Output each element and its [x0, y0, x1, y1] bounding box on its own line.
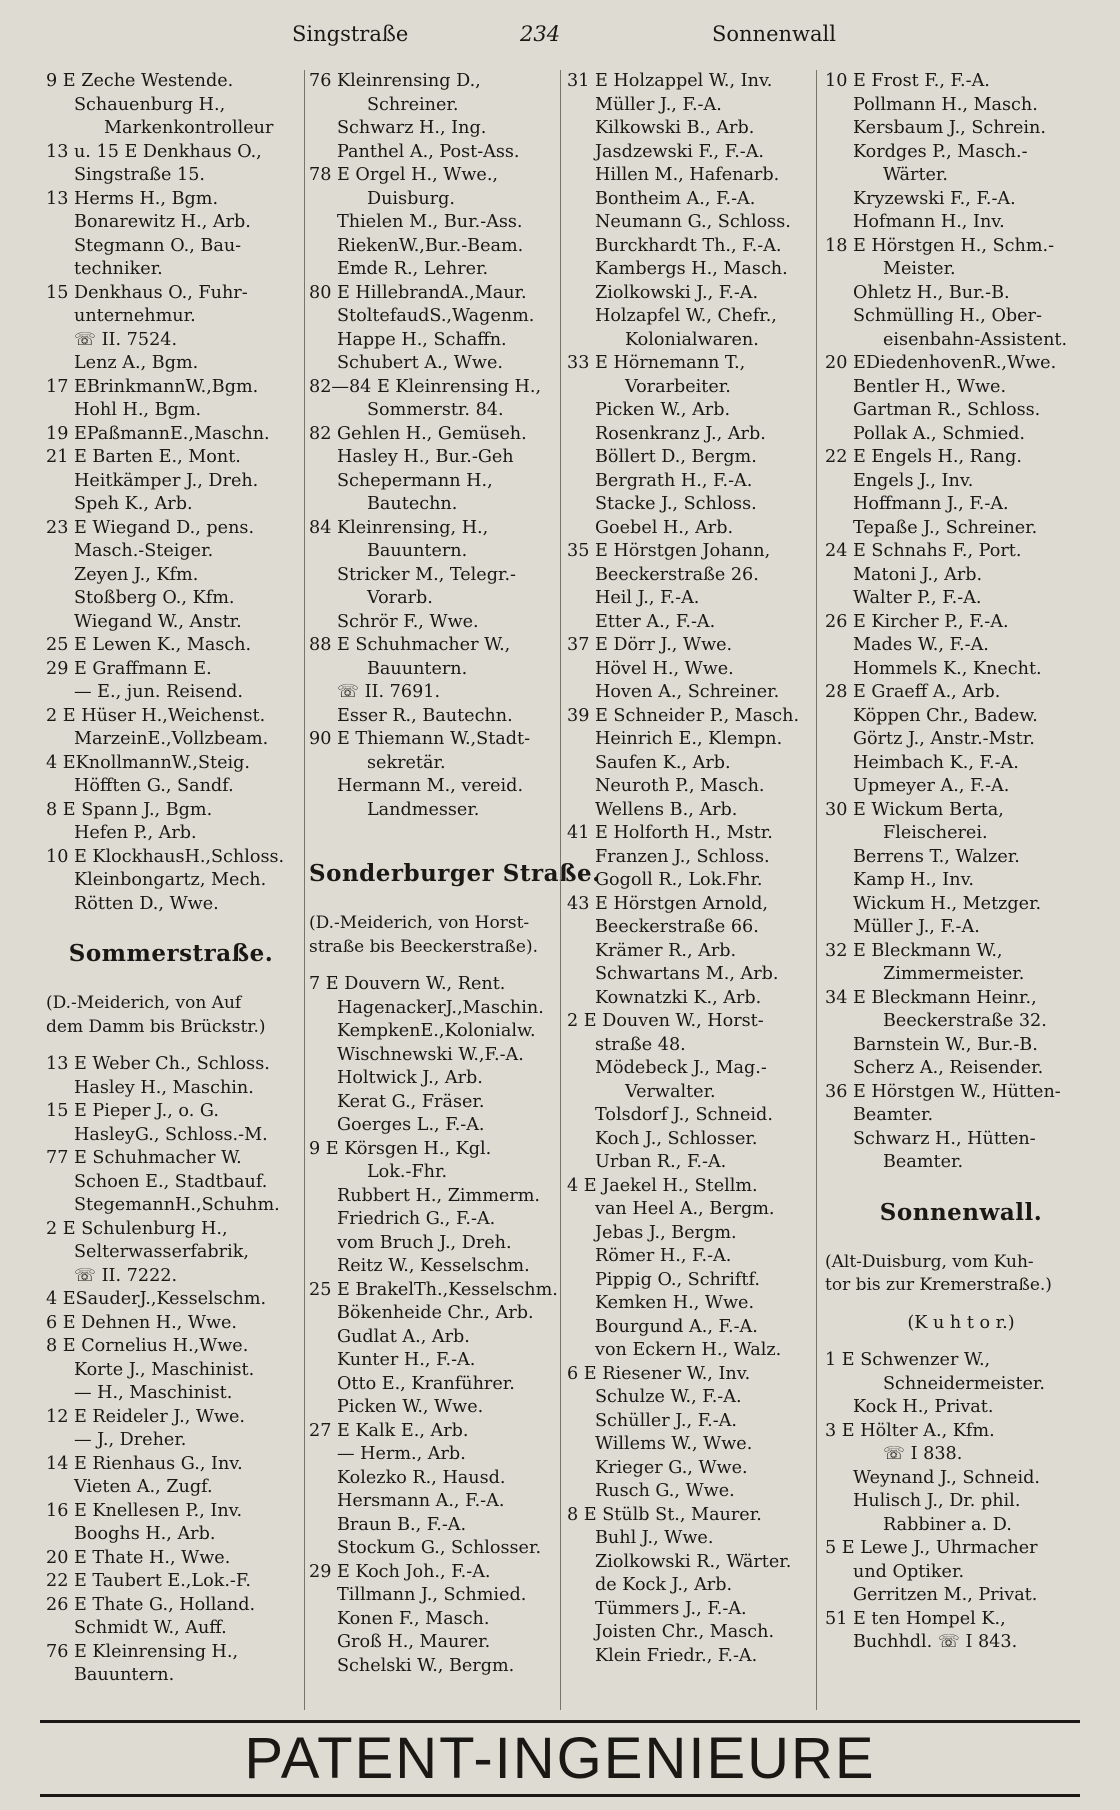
- directory-entry: Gogoll R., Lok.Fhr.: [595, 870, 763, 890]
- directory-entry: Saufen K., Arb.: [595, 752, 731, 773]
- directory-entry: Stacke J., Schloss.: [595, 494, 757, 514]
- directory-entry: 76 E Kleinrensing H.,: [46, 1641, 239, 1662]
- directory-entry: Mödebeck J., Mag.-: [595, 1058, 767, 1078]
- spacer: [825, 1335, 1097, 1349]
- directory-entry: Berrens T., Walzer.: [853, 846, 1020, 867]
- directory-entry: ☏ II. 7524.: [74, 329, 178, 350]
- directory-entry: HagenackerJ.,Maschin.: [337, 997, 544, 1018]
- directory-entry: 22 E Engels H., Rang.: [825, 447, 1022, 467]
- directory-entry: Köppen Chr., Badew.: [853, 705, 1038, 726]
- directory-entry: Stegmann O., Bau-: [74, 235, 242, 256]
- directory-entry: Tillmann J., Schmied.: [337, 1585, 527, 1605]
- directory-entry: Schwartans M., Arb.: [595, 964, 779, 984]
- directory-entry: Rubbert H., Zimmerm.: [337, 1185, 541, 1206]
- directory-entry: 4 E Jaekel H., Stellm.: [567, 1175, 758, 1196]
- directory-entry: Schrör F., Wwe.: [337, 611, 479, 632]
- directory-entry: Scherz A., Reisender.: [853, 1058, 1044, 1078]
- directory-entry: techniker.: [74, 259, 163, 279]
- directory-entry: 2 E Douven W., Horst-: [567, 1011, 764, 1031]
- directory-entry: Bauuntern.: [367, 658, 468, 679]
- directory-entry: Holzapfel W., Chefr.,: [595, 306, 777, 326]
- directory-entry: Lok.-Fhr.: [367, 1162, 448, 1182]
- directory-entry: Happe H., Schaffn.: [337, 329, 507, 350]
- directory-entry: Kilkowski B., Arb.: [595, 118, 755, 138]
- directory-entry: Kleinbongartz, Mech.: [74, 870, 267, 890]
- directory-entry: von Eckern H., Walz.: [595, 1340, 782, 1360]
- street-note: (D.-Meiderich, von Horst-: [309, 913, 530, 933]
- directory-entry: Buchhdl. ☏ I 843.: [853, 1632, 1018, 1652]
- directory-entry: Verwalter.: [625, 1081, 716, 1102]
- directory-entry: Gartman R., Schloss.: [853, 400, 1041, 420]
- directory-entry: Schwarz H., Ing.: [337, 118, 487, 138]
- directory-entry: sekretär.: [367, 752, 446, 773]
- directory-entry: Neuroth P., Masch.: [595, 776, 765, 796]
- directory-entry: Kolonialwaren.: [625, 329, 759, 350]
- directory-entry: 26 E Thate G., Holland.: [46, 1594, 256, 1615]
- directory-entry: 24 E Schnahs F., Port.: [825, 541, 1022, 561]
- directory-entry: Hoffmann J., F.-A.: [853, 494, 1009, 514]
- street-heading: Sonderburger Straße.: [309, 860, 601, 887]
- spacer: [46, 916, 296, 930]
- directory-entry: 37 E Dörr J., Wwe.: [567, 635, 733, 655]
- directory-entry: Hefen P., Arb.: [74, 823, 197, 843]
- directory-entry: 17 EBrinkmannW.,Bgm.: [46, 376, 259, 397]
- directory-entry: 51 E ten Hompel K.,: [825, 1608, 1006, 1629]
- directory-entry: 18 E Hörstgen H., Schm.-: [825, 235, 1055, 256]
- directory-entry: ☏ II. 7222.: [74, 1265, 178, 1286]
- directory-entry: Panthel A., Post-Ass.: [337, 141, 520, 162]
- directory-entry: 16 E Knellesen P., Inv.: [46, 1500, 243, 1521]
- directory-entry: Römer H., F.-A.: [595, 1246, 732, 1266]
- directory-entry: 77 E Schuhmacher W.: [46, 1148, 242, 1168]
- directory-entry: Stricker M., Telegr.-: [337, 564, 516, 585]
- directory-entry: 82—84 E Kleinrensing H.,: [309, 376, 542, 397]
- directory-entry: Jebas J., Bergm.: [595, 1222, 737, 1243]
- directory-entry: Hofmann H., Inv.: [853, 212, 1005, 232]
- street-heading: Sommerstraße.: [68, 940, 274, 967]
- directory-entry: Gerritzen M., Privat.: [853, 1585, 1038, 1605]
- directory-entry: ☏ II. 7691.: [337, 682, 441, 702]
- directory-entry: Matoni J., Arb.: [853, 564, 983, 585]
- directory-entry: 43 E Hörstgen Arnold,: [567, 893, 768, 914]
- directory-entry: 10 E KlockhausH.,Schloss.: [46, 846, 285, 867]
- directory-entry: 80 E HillebrandA.,Maur.: [309, 282, 527, 303]
- spacer: [825, 1237, 1097, 1251]
- directory-entry: Müller J., F.-A.: [595, 94, 722, 115]
- street-heading: Sonnenwall.: [879, 1198, 1043, 1226]
- directory-entry: Neumann G., Schloss.: [595, 212, 791, 232]
- directory-entry: 31 E Holzappel W., Inv.: [567, 71, 773, 91]
- directory-entry: 25 E BrakelTh.,Kesselschm.: [309, 1279, 558, 1300]
- directory-entry: 29 E Graffmann E.: [46, 658, 212, 679]
- directory-entry: StegemannH.,Schuhm.: [74, 1195, 280, 1215]
- directory-entry: Heil J., F.-A.: [595, 588, 700, 608]
- directory-entry: Walter P., F.-A.: [853, 588, 982, 608]
- directory-entry: 29 E Koch Joh., F.-A.: [309, 1561, 491, 1582]
- footer-advert: PATENT-INGENIEURE: [244, 1726, 876, 1791]
- directory-entry: Bergrath H., F.-A.: [595, 470, 753, 491]
- footer-rule-bottom: [40, 1794, 1080, 1797]
- street-note: (D.-Meiderich, von Auf: [46, 993, 242, 1013]
- directory-entry: Mades W., F.-A.: [853, 635, 989, 655]
- directory-entry: Groß H., Maurer.: [337, 1632, 491, 1652]
- directory-entry: Otto E., Kranführer.: [337, 1373, 515, 1394]
- directory-entry: Görtz J., Anstr.-Mstr.: [853, 729, 1035, 749]
- directory-entry: Fleischerei.: [883, 823, 988, 843]
- directory-entry: Hermann M., vereid.: [337, 776, 524, 796]
- spacer: [309, 822, 553, 836]
- directory-entry: 20 E Thate H., Wwe.: [46, 1547, 231, 1568]
- street-note: straße bis Beeckerstraße).: [309, 936, 538, 957]
- directory-entry: Krämer R., Arb.: [595, 940, 737, 961]
- directory-entry: 9 E Körsgen H., Kgl.: [309, 1138, 492, 1159]
- directory-entry: Selterwasserfabrik,: [74, 1242, 249, 1262]
- column-2: [304, 70, 601, 1710]
- spacer: [46, 1039, 296, 1053]
- directory-entry: Müller J., F.-A.: [853, 917, 980, 937]
- directory-entry: 78 E Orgel H., Wwe.,: [309, 165, 499, 185]
- directory-entry: Picken W., Wwe.: [337, 1397, 484, 1417]
- page-header: [0, 22, 1120, 56]
- directory-entry: Schulze W., F.-A.: [595, 1387, 742, 1407]
- directory-entry: Hohl H., Bgm.: [74, 400, 202, 420]
- directory-entry: Ziolkowski J., F.-A.: [595, 282, 759, 303]
- directory-entry: Joisten Chr., Masch.: [595, 1622, 775, 1642]
- directory-entry: Schmidt W., Auff.: [74, 1618, 227, 1638]
- directory-entry: Pippig O., Schriftf.: [595, 1269, 760, 1290]
- directory-entry: Wischnewski W.,F.-A.: [337, 1044, 524, 1065]
- directory-entry: Wickum H., Metzger.: [853, 893, 1042, 914]
- directory-entry: Tolsdorf J., Schneid.: [595, 1105, 773, 1125]
- directory-entry: Hasley H., Maschin.: [74, 1077, 254, 1098]
- header-right-street: Sonnenwall: [712, 22, 836, 46]
- directory-entry: 4 ESauderJ.,Kesselschm.: [46, 1289, 267, 1309]
- directory-entry: Sommerstr. 84.: [367, 400, 504, 420]
- directory-entry: Bauuntern.: [74, 1665, 175, 1685]
- directory-entry: 28 E Graeff A., Arb.: [825, 682, 1001, 702]
- directory-entry: 13 E Weber Ch., Schloss.: [46, 1054, 270, 1074]
- spacer: [309, 836, 553, 850]
- directory-entry: Gudlat A., Arb.: [337, 1326, 470, 1347]
- directory-entry: 8 E Stülb St., Maurer.: [567, 1504, 762, 1525]
- directory-entry: Schmülling H., Ober-: [853, 306, 1042, 326]
- directory-entry: Heimbach K., F.-A.: [853, 752, 1019, 773]
- directory-entry: Willems W., Wwe.: [595, 1434, 753, 1454]
- directory-entry: Stoßberg O., Kfm.: [74, 588, 235, 608]
- directory-entry: Hommels K., Knecht.: [853, 658, 1042, 679]
- directory-entry: ☏ I 838.: [883, 1444, 963, 1464]
- directory-entry: 2 E Hüser H.,Weichenst.: [46, 705, 266, 726]
- directory-entry: 76 Kleinrensing D.,: [309, 71, 481, 91]
- directory-entry: 22 E Taubert E.,Lok.-F.: [46, 1571, 251, 1591]
- directory-entry: Reitz W., Kesselschm.: [337, 1256, 530, 1276]
- directory-entry: Höfften G., Sandf.: [74, 776, 234, 796]
- directory-entry: Buhl J., Wwe.: [595, 1528, 714, 1548]
- directory-entry: Upmeyer A., F.-A.: [853, 776, 1010, 796]
- directory-entry: — E., jun. Reisend.: [74, 682, 244, 702]
- directory-entry: KempkenE.,Kolonialw.: [337, 1021, 536, 1041]
- directory-entry: Hulisch J., Dr. phil.: [853, 1491, 1021, 1511]
- directory-entry: Ohletz H., Bur.-B.: [853, 282, 1010, 303]
- directory-entry: 12 E Reideler J., Wwe.: [46, 1406, 246, 1427]
- directory-entry: de Kock J., Arb.: [595, 1575, 733, 1595]
- directory-entry: unternehmur.: [74, 306, 196, 326]
- directory-entry: Friedrich G., F.-A.: [337, 1209, 496, 1229]
- directory-entry: Beeckerstraße 66.: [595, 917, 759, 937]
- directory-entry: Zeyen J., Kfm.: [74, 564, 199, 585]
- directory-entry: Braun B., F.-A.: [337, 1514, 467, 1535]
- directory-entry: Booghs H., Arb.: [74, 1524, 216, 1544]
- directory-entry: 90 E Thiemann W.,Stadt-: [309, 729, 531, 749]
- footer-rule-top: [40, 1720, 1080, 1723]
- directory-entry: Kamp H., Inv.: [853, 870, 975, 890]
- spacer: [825, 1298, 1097, 1312]
- directory-entry: StoltefaudS.,Wagenm.: [337, 306, 535, 326]
- directory-entry: straße 48.: [595, 1034, 686, 1055]
- directory-entry: 23 E Wiegand D., pens.: [46, 517, 255, 538]
- directory-entry: Krieger G., Wwe.: [595, 1457, 748, 1478]
- directory-entry: Esser R., Bautechn.: [337, 705, 513, 726]
- directory-entry: Rusch G., Wwe.: [595, 1481, 735, 1501]
- directory-entry: 19 EPaßmannE.,Maschn.: [46, 423, 270, 444]
- directory-entry: 32 E Bleckmann W.,: [825, 940, 1003, 961]
- directory-entry: 33 E Hörnemann T.,: [567, 353, 746, 373]
- directory-entry: Kersbaum J., Schrein.: [853, 118, 1046, 138]
- directory-entry: 84 Kleinrensing, H.,: [309, 517, 489, 538]
- header-left-street: Singstraße: [292, 22, 409, 46]
- directory-entry: Rosenkranz J., Arb.: [595, 423, 766, 444]
- directory-entry: Meister.: [883, 259, 956, 279]
- directory-entry: Beeckerstraße 26.: [595, 564, 759, 585]
- directory-entry: Holtwick J., Arb.: [337, 1068, 483, 1088]
- spacer: [309, 959, 553, 973]
- directory-entry: Bonarewitz H., Arb.: [74, 212, 251, 232]
- directory-entry: Bourgund A., F.-A.: [595, 1316, 758, 1337]
- directory-entry: Urban R., F.-A.: [595, 1152, 727, 1172]
- directory-entry: Kerat G., Fräser.: [337, 1091, 485, 1112]
- directory-entry: Tepaße J., Schreiner.: [853, 517, 1038, 538]
- directory-entry: 10 E Frost F., F.-A.: [825, 71, 990, 91]
- directory-entry: Kambergs H., Masch.: [595, 259, 788, 279]
- directory-entry: Speh K., Arb.: [74, 494, 193, 514]
- directory-entry: Duisburg.: [367, 188, 455, 209]
- directory-entry: 4 EKnollmannW.,Steig.: [46, 752, 250, 773]
- directory-entry: Bauuntern.: [367, 541, 468, 561]
- street-note: (Alt-Duisburg, vom Kuh-: [825, 1251, 1034, 1272]
- spacer: [825, 1175, 1097, 1189]
- directory-entry: Klein Friedr., F.-A.: [595, 1645, 758, 1666]
- directory-entry: Schneidermeister.: [883, 1373, 1045, 1394]
- directory-entry: Vorarbeiter.: [625, 376, 731, 397]
- directory-entry: HasleyG., Schloss.-M.: [74, 1124, 268, 1145]
- directory-entry: Tümmers J., F.-A.: [595, 1598, 747, 1619]
- directory-entry: Konen F., Masch.: [337, 1608, 490, 1629]
- directory-entry: Singstraße 15.: [74, 165, 206, 185]
- column-4: [816, 70, 1097, 1710]
- directory-entry: — Herm., Arb.: [337, 1444, 466, 1464]
- directory-entry: Hillen M., Hafenarb.: [595, 165, 780, 185]
- directory-entry: 21 E Barten E., Mont.: [46, 447, 241, 467]
- directory-entry: Wiegand W., Anstr.: [74, 611, 242, 632]
- directory-entry: Kemken H., Wwe.: [595, 1293, 755, 1313]
- directory-entry: Lenz A., Bgm.: [74, 353, 199, 373]
- directory-entry: 34 E Bleckmann Heinr.,: [825, 987, 1037, 1008]
- directory-entry: Stockum G., Schlosser.: [337, 1538, 542, 1558]
- directory-entry: Schreiner.: [367, 94, 459, 115]
- directory-entry: 1 E Schwenzer W.,: [825, 1350, 991, 1370]
- directory-entry: (K u h t o r.): [907, 1312, 1015, 1333]
- directory-entry: Ziolkowski R., Wärter.: [595, 1551, 792, 1572]
- directory-entry: 13 Herms H., Bgm.: [46, 188, 219, 209]
- directory-entry: und Optiker.: [853, 1561, 965, 1582]
- directory-entry: 5 E Lewe J., Uhrmacher: [825, 1538, 1038, 1558]
- directory-entry: Franzen J., Schloss.: [595, 846, 770, 867]
- directory-entry: Schelski W., Bergm.: [337, 1655, 515, 1676]
- directory-entry: Zimmermeister.: [883, 964, 1025, 984]
- page-number: 234: [520, 22, 561, 46]
- directory-entry: Burckhardt Th., F.-A.: [595, 235, 782, 256]
- directory-entry: Landmesser.: [367, 799, 480, 820]
- directory-entry: Rabbiner a. D.: [883, 1514, 1012, 1535]
- directory-entry: 7 E Douvern W., Rent.: [309, 974, 506, 994]
- directory-entry: Etter A., F.-A.: [595, 611, 716, 632]
- directory-entry: Pollmann H., Masch.: [853, 94, 1038, 115]
- directory-entry: Bentler H., Wwe.: [853, 376, 1007, 397]
- directory-entry: Beamter.: [883, 1152, 964, 1172]
- directory-entry: Emde R., Lehrer.: [337, 259, 489, 279]
- street-note: dem Damm bis Brückstr.): [46, 1016, 266, 1037]
- directory-entry: 88 E Schuhmacher W.,: [309, 635, 511, 655]
- directory-entry: 8 E Cornelius H.,Wwe.: [46, 1336, 249, 1356]
- directory-entry: Schüller J., F.-A.: [595, 1410, 738, 1431]
- directory-entry: Schauenburg H.,: [74, 94, 226, 115]
- directory-entry: 20 EDiedenhovenR.,Wwe.: [825, 353, 1057, 373]
- column-1: [46, 70, 296, 1710]
- directory-entry: 15 E Pieper J., o. G.: [46, 1101, 219, 1121]
- directory-entry: Bökenheide Chr., Arb.: [337, 1303, 534, 1323]
- directory-entry: vom Bruch J., Dreh.: [337, 1232, 512, 1253]
- street-note: tor bis zur Kremerstraße.): [825, 1275, 1052, 1295]
- directory-entry: Rötten D., Wwe.: [74, 893, 219, 914]
- directory-entry: Pollak A., Schmied.: [853, 423, 1026, 444]
- directory-entry: Weynand J., Schneid.: [853, 1467, 1040, 1488]
- directory-columns: [46, 70, 1086, 1710]
- directory-entry: Kownatzki K., Arb.: [595, 987, 762, 1008]
- directory-entry: eisenbahn-Assistent.: [883, 329, 1068, 350]
- directory-entry: 25 E Lewen K., Masch.: [46, 635, 252, 655]
- directory-entry: Kolezko R., Hausd.: [337, 1467, 506, 1488]
- spacer: [46, 978, 296, 992]
- directory-entry: Masch.-Steiger.: [74, 541, 214, 561]
- directory-entry: 36 E Hörstgen W., Hütten-: [825, 1081, 1061, 1102]
- directory-entry: Koch J., Schlosser.: [595, 1128, 758, 1149]
- directory-entry: Barnstein W., Bur.-B.: [853, 1034, 1038, 1055]
- directory-entry: 9 E Zeche Westende.: [46, 71, 234, 91]
- directory-entry: Hersmann A., F.-A.: [337, 1491, 505, 1511]
- directory-entry: 15 Denkhaus O., Fuhr-: [46, 282, 248, 303]
- directory-entry: 6 E Riesener W., Inv.: [567, 1363, 751, 1384]
- directory-entry: Beamter.: [853, 1105, 934, 1125]
- directory-entry: RiekenW.,Bur.-Beam.: [337, 235, 524, 256]
- directory-entry: Hoven A., Schreiner.: [595, 682, 780, 702]
- directory-entry: Wärter.: [883, 165, 949, 185]
- directory-entry: 41 E Holforth H., Mstr.: [567, 823, 773, 843]
- directory-entry: 14 E Rienhaus G., Inv.: [46, 1453, 243, 1474]
- directory-entry: 27 E Kalk E., Arb.: [309, 1420, 469, 1441]
- directory-entry: 26 E Kircher P., F.-A.: [825, 611, 1009, 632]
- directory-entry: 39 E Schneider P., Masch.: [567, 705, 800, 726]
- directory-entry: 30 E Wickum Berta,: [825, 799, 1004, 820]
- directory-entry: Schubert A., Wwe.: [337, 353, 503, 373]
- directory-entry: Bautechn.: [367, 494, 458, 514]
- directory-entry: Korte J., Maschinist.: [74, 1359, 255, 1380]
- directory-entry: 2 E Schulenburg H.,: [46, 1218, 228, 1239]
- directory-entry: Kordges P., Masch.-: [853, 141, 1028, 162]
- directory-entry: 6 E Dehnen H., Wwe.: [46, 1312, 238, 1333]
- directory-entry: Thielen M., Bur.-Ass.: [337, 212, 523, 232]
- directory-entry: 8 E Spann J., Bgm.: [46, 799, 213, 820]
- directory-entry: Heitkämper J., Dreh.: [74, 470, 259, 491]
- directory-entry: MarzeinE.,Vollzbeam.: [74, 729, 269, 749]
- directory-entry: Engels J., Inv.: [853, 470, 974, 491]
- directory-entry: Kock H., Privat.: [853, 1397, 994, 1417]
- spacer: [309, 898, 553, 912]
- directory-entry: Hasley H., Bur.-Geh: [337, 447, 514, 467]
- directory-entry: Markenkontrolleur: [104, 118, 274, 138]
- directory-entry: — J., Dreher.: [74, 1430, 187, 1450]
- directory-entry: Kryzewski F., F.-A.: [853, 188, 1016, 209]
- directory-entry: Goebel H., Arb.: [595, 517, 734, 538]
- directory-entry: Böllert D., Bergm.: [595, 447, 757, 467]
- directory-entry: Jasdzewski F., F.-A.: [595, 141, 765, 162]
- directory-entry: Schwarz H., Hütten-: [853, 1128, 1036, 1149]
- directory-entry: Bontheim A., F.-A.: [595, 188, 756, 209]
- directory-entry: Kunter H., F.-A.: [337, 1350, 476, 1370]
- directory-entry: Beeckerstraße 32.: [883, 1011, 1047, 1031]
- directory-entry: 3 E Hölter A., Kfm.: [825, 1420, 995, 1441]
- directory-entry: Vieten A., Zugf.: [74, 1477, 213, 1497]
- directory-entry: 35 E Hörstgen Johann,: [567, 541, 771, 561]
- directory-entry: 82 Gehlen H., Gemüseh.: [309, 423, 527, 444]
- directory-entry: — H., Maschinist.: [74, 1383, 233, 1403]
- column-3: [560, 70, 829, 1710]
- directory-entry: Wellens B., Arb.: [595, 799, 738, 820]
- directory-entry: Hövel H., Wwe.: [595, 658, 734, 679]
- directory-entry: Picken W., Arb.: [595, 400, 731, 420]
- directory-entry: Schoen E., Stadtbauf.: [74, 1171, 268, 1192]
- directory-entry: Heinrich E., Klempn.: [595, 729, 783, 749]
- directory-entry: 13 u. 15 E Denkhaus O.,: [46, 141, 262, 162]
- directory-entry: Schepermann H.,: [337, 470, 493, 491]
- directory-entry: Goerges L., F.-A.: [337, 1115, 485, 1135]
- directory-entry: van Heel A., Bergm.: [595, 1199, 775, 1219]
- directory-entry: Vorarb.: [367, 588, 433, 608]
